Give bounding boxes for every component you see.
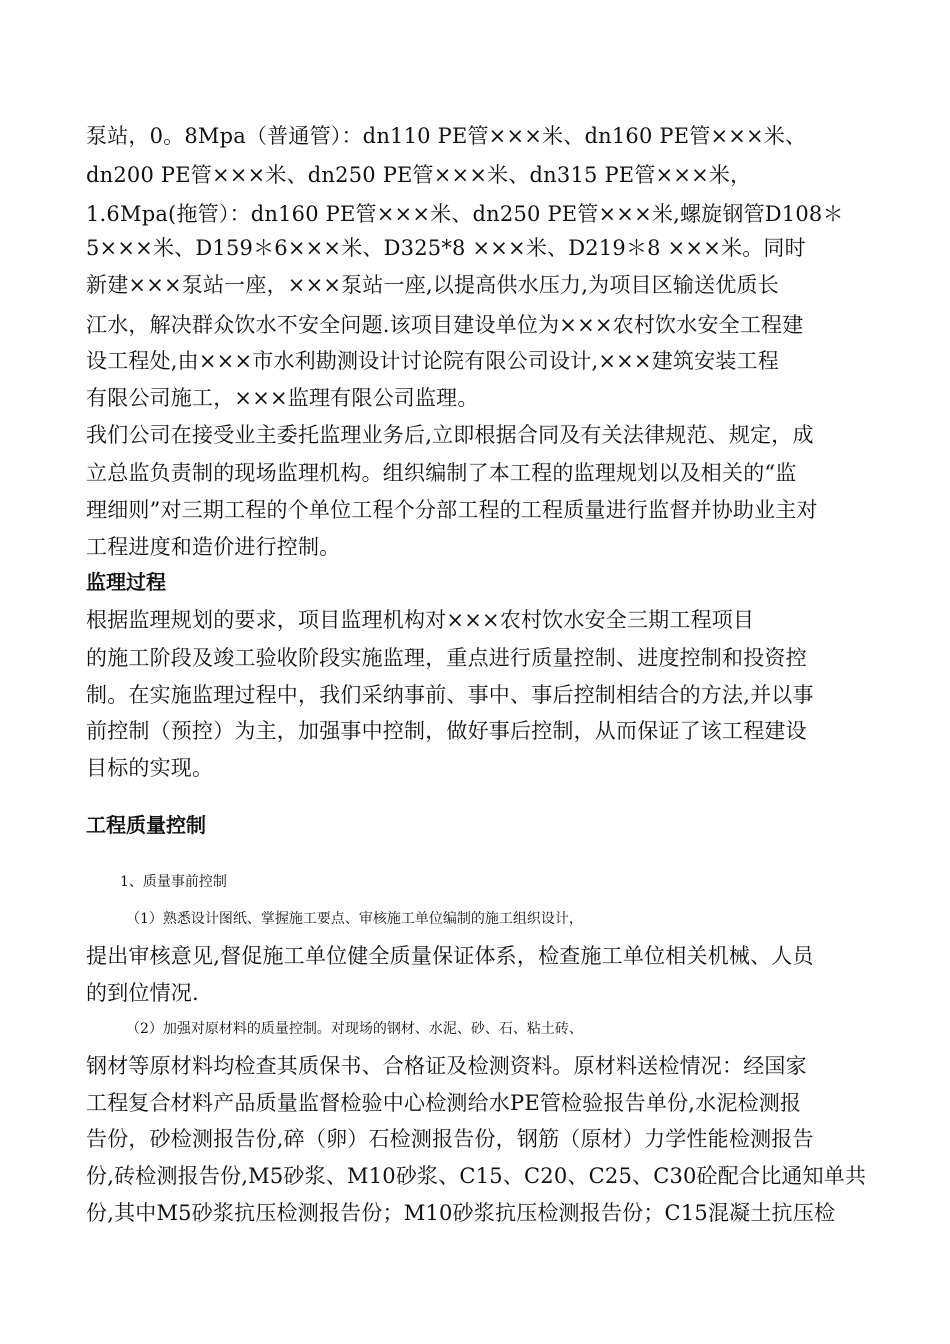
section-heading-quality: 工程质量控制 — [86, 813, 206, 837]
company-line: 工程进度和造价进行控制。 — [86, 535, 341, 559]
company-line: 立总监负责制的现场监理机构。组织编制了本工程的监理规划以及相关的“监 — [86, 461, 797, 485]
subheading-pre-control: 1、质量事前控制 — [120, 874, 227, 890]
section-heading-process: 监理过程 — [86, 570, 166, 594]
process-line: 前控制（预控）为主，加强事中控制，做好事后控制，从而保证了该工程建设 — [86, 719, 807, 743]
item1-line: 的到位情况. — [86, 981, 199, 1005]
item2-line: 告份，砂检测报告份,碎（卵）石检测报告份，钢筋（原材）力学性能检测报告 — [86, 1127, 814, 1151]
item2-line: （2）加强对原材料的质量控制。对现场的钢材、水泥、砂、石、粘土砖、 — [126, 1021, 583, 1037]
item1-line: 提出审核意见,督促施工单位健全质量保证体系，检查施工单位相关机械、人员 — [86, 944, 814, 968]
intro-line: 1.6Mpa(拖管）：dn160 PE管×××米、dn250 PE管×××米,螺旋钢管D108＊ — [86, 202, 844, 226]
item2-line: 份,其中M5砂浆抗压检测报告份；M10砂浆抗压检测报告份；C15混凝土抗压检 — [86, 1201, 836, 1225]
item2-line: 份,砖检测报告份,M5砂浆、M10砂浆、C15、C20、C25、C30砼配合比通知单共 — [86, 1164, 867, 1188]
item1-line: （1）熟悉设计图纸、掌握施工要点、审核施工单位编制的施工组织设计， — [126, 911, 583, 927]
intro-line: 有限公司施工，×××监理有限公司监理。 — [86, 386, 479, 410]
process-line: 制。在实施监理过程中，我们采纳事前、事中、事后控制相结合的方法,并以事 — [86, 683, 814, 707]
intro-line: dn200 PE管×××米、dn250 PE管×××米、dn315 PE管×××米， — [86, 163, 752, 187]
process-line: 根据监理规划的要求，项目监理机构对×××农村饮水安全三期工程项目 — [86, 608, 755, 632]
process-line: 的施工阶段及竣工验收阶段实施监理，重点进行质量控制、进度控制和投资控 — [86, 646, 807, 670]
intro-line: 江水，解决群众饮水不安全问题.该项目建设单位为×××农村饮水安全工程建 — [86, 313, 804, 337]
item2-line: 工程复合材料产品质量监督检验中心检测给水PE管检验报告单份,水泥检测报 — [86, 1091, 802, 1115]
item2-line: 钢材等原材料均检查其质保书、合格证及检测资料。原材料送检情况：经国家 — [86, 1054, 807, 1078]
intro-line: 5×××米、D159＊6×××米、D325*8 ×××米、D219＊8 ×××米。同时 — [86, 236, 806, 260]
intro-line: 泵站，0。8Mpa（普通管）：dn110 PE管×××米、dn160 PE管×××米、 — [86, 124, 807, 148]
intro-line: 设工程处,由×××市水利勘测设计讨论院有限公司设计,×××建筑安装工程 — [86, 349, 779, 373]
intro-line: 新建×××泵站一座，×××泵站一座,以提高供水压力,为项目区输送优质长 — [86, 273, 779, 297]
company-line: 我们公司在接受业主委托监理业务后,立即根据合同及有关法律规范、规定，成 — [86, 423, 814, 447]
company-line: 理细则”对三期工程的个单位工程个分部工程的工程质量进行监督并协助业主对 — [86, 498, 818, 522]
process-line: 目标的实现。 — [86, 756, 214, 780]
